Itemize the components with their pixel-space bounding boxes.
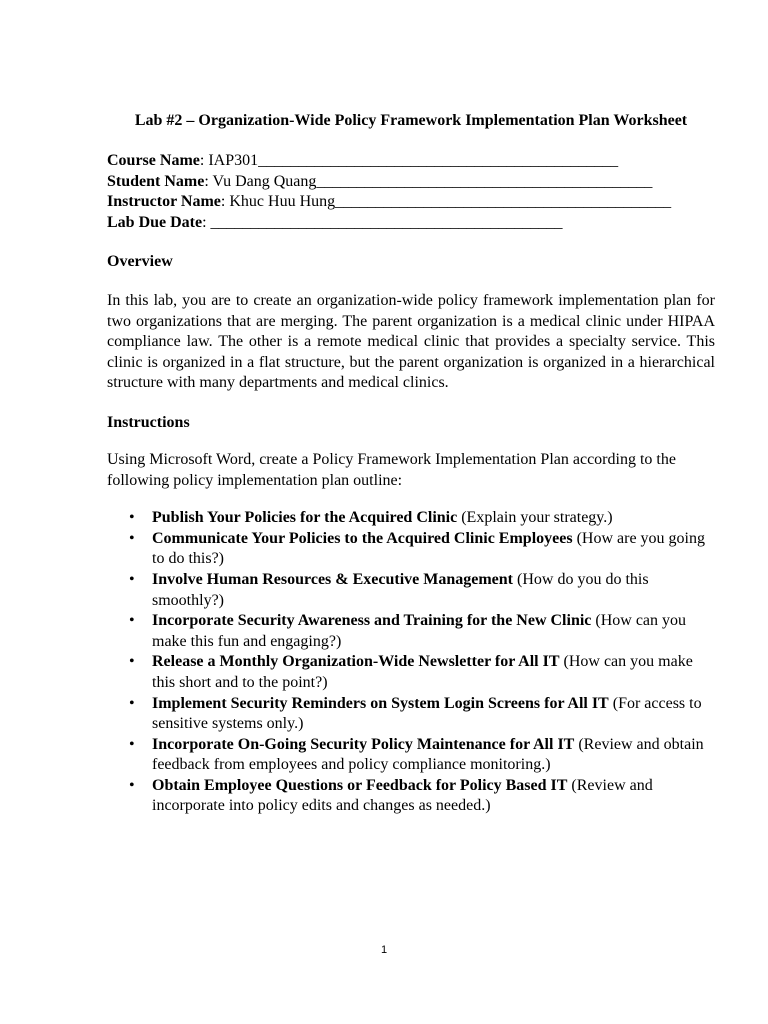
lab-due-date-field <box>107 213 715 234</box>
student-name-field <box>107 172 715 193</box>
list-item-note: (For access to sensitive systems only.) <box>152 694 702 733</box>
outline-list <box>107 508 715 817</box>
course-name-field <box>107 151 715 172</box>
list-item <box>107 652 715 693</box>
page-number: 1 <box>380 944 388 956</box>
list-item-note: (How do you do this smoothly?) <box>152 570 649 609</box>
list-item-note: (Review and obtain feedback from employees and policy compliance monitoring.) <box>152 735 704 774</box>
course-name-value: : IAP301_____________________________________________ <box>199 152 619 169</box>
list-item-title: Communicate Your Policies to the Acquired Clinic Employees <box>152 529 573 547</box>
document-title: Lab #2 – Organization-Wide Policy Framework Implementation Plan Worksheet <box>134 112 688 129</box>
bullet-icon: • <box>129 509 135 527</box>
instructor-name-value: : Khuc Huu Hung__________________________________________ <box>220 193 672 210</box>
instructor-name-label: Instructor Name <box>107 193 221 210</box>
instructions-paragraph: Using Microsoft Word, create a Policy Framework Implementation Plan according to the following policy implementation plan outline: <box>107 450 676 489</box>
bullet-icon: • <box>129 735 135 753</box>
list-item <box>107 570 715 611</box>
list-item <box>107 529 715 570</box>
bullet-icon: • <box>129 612 135 630</box>
list-item <box>107 611 715 652</box>
bullet-icon: • <box>129 570 135 588</box>
list-item-title: Implement Security Reminders on System Login Screens for All IT <box>152 694 609 712</box>
course-name-label: Course Name <box>107 152 200 169</box>
lab-due-date-label: Lab Due Date <box>107 213 203 231</box>
overview-paragraph: In this lab, you are to create an organization-wide policy framework implementation plan for two organizations that are merging. The parent organization is a medical clinic under HIPAA compliance law. The other is a remote medical clinic that provides a specialty service. This clinic is organized in a flat structure, but the parent organization is organized in a hierarchical structure with many departments and medical clinics. <box>107 292 715 392</box>
bullet-icon: • <box>129 529 135 547</box>
list-item-note: (Explain your strategy.) <box>457 509 613 527</box>
list-item-title: Incorporate On-Going Security Policy Maintenance for All IT <box>152 735 575 753</box>
list-item-title: Obtain Employee Questions or Feedback for Policy Based IT <box>152 776 568 794</box>
list-item-note: (How are you going to do this?) <box>152 529 705 568</box>
list-item <box>107 735 715 776</box>
list-item-title: Incorporate Security Awareness and Training for the New Clinic <box>152 612 592 630</box>
list-item-title: Involve Human Resources & Executive Management <box>152 570 513 588</box>
bullet-icon: • <box>129 653 135 671</box>
student-name-value: : Vu Dang Quang__________________________________________ <box>204 172 653 190</box>
list-item-note: (How can you make this short and to the point?) <box>152 653 693 691</box>
instructions-heading: Instructions <box>107 413 190 431</box>
overview-heading: Overview <box>107 253 173 270</box>
list-item-title: Publish Your Policies for the Acquired Clinic <box>152 509 458 527</box>
list-item <box>107 508 715 529</box>
document-page <box>107 110 715 817</box>
bullet-icon: • <box>129 776 135 794</box>
list-item-note: (Review and incorporate into policy edits and changes as needed.) <box>152 776 653 815</box>
student-name-label: Student Name <box>107 172 205 190</box>
student-info-fields <box>107 151 715 233</box>
lab-due-date-value: : ____________________________________________ <box>202 213 563 231</box>
list-item <box>107 776 715 817</box>
list-item <box>107 694 715 735</box>
instructor-name-field <box>107 192 715 213</box>
list-item-title: Release a Monthly Organization-Wide Newsletter for All IT <box>152 653 560 671</box>
list-item-note: (How can you make this fun and engaging?) <box>152 612 687 650</box>
bullet-icon: • <box>129 694 135 712</box>
